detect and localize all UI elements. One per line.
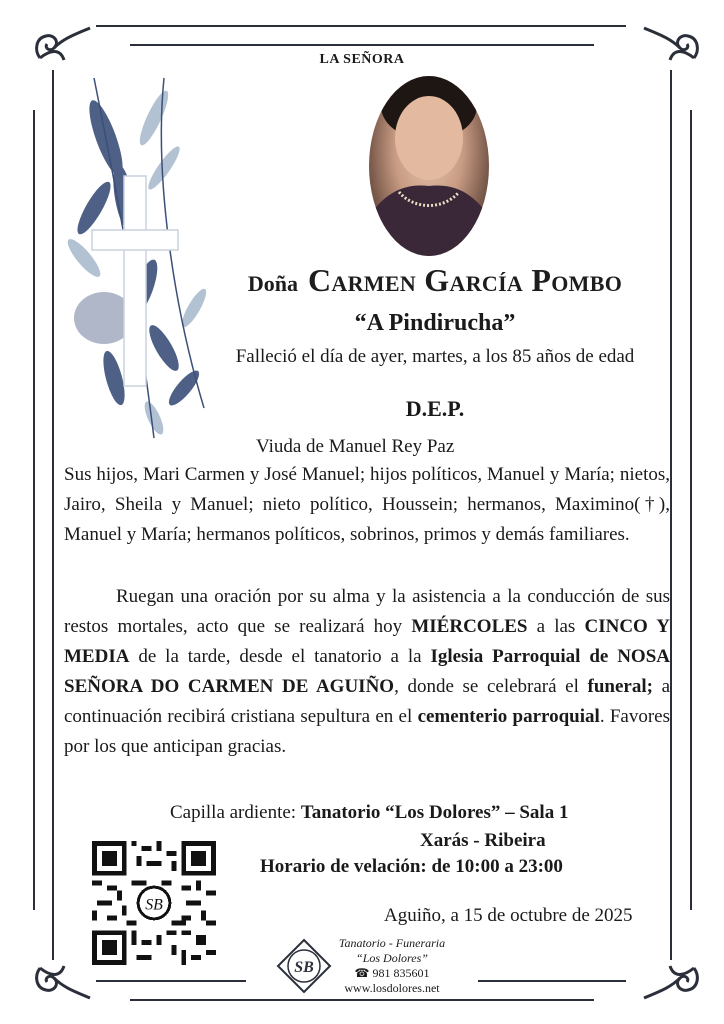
- frame-right-inner: [670, 70, 672, 960]
- dep-label: D.E.P.: [405, 396, 465, 421]
- frame-bottom-left: [96, 980, 246, 982]
- invitation-church: Iglesia Parroquial de NOSA SEÑORA DO CARMEN DE AGUIÑO: [64, 646, 671, 697]
- funeral-home-line2: “Los Dolores”: [356, 951, 428, 965]
- cross-foliage-icon: [54, 58, 224, 448]
- deceased-name: Carmen García Pombo: [308, 262, 623, 298]
- header-label: LA SEÑORA: [319, 52, 405, 67]
- death-notice: Falleció el día de ayer, martes, a los 85 años de edad: [235, 346, 635, 367]
- funeral-home-phone: ☎ 981 835601: [354, 966, 430, 980]
- frame-left-outer: [33, 110, 35, 910]
- chapel-venue: Tanatorio “Los Dolores” – Sala 1: [300, 802, 569, 823]
- funeral-home-info: [322, 936, 462, 996]
- invitation-text-4: , donde se celebrará el: [394, 676, 588, 697]
- invitation-text-3: de la tarde, desde el tanatorio a la: [129, 646, 431, 667]
- qr-code-icon[interactable]: [92, 841, 216, 965]
- invitation-day: MIÉRCOLES: [411, 616, 528, 637]
- invitation-text-2: a las: [527, 616, 585, 637]
- deceased-nickname: “A Pindirucha”: [354, 310, 516, 336]
- funeral-home-line1: Tanatorio - Funeraria: [338, 936, 446, 950]
- invitation-time: CINCO Y MEDIA: [64, 616, 670, 667]
- funeral-home-website[interactable]: www.losdolores.net: [344, 981, 440, 995]
- family-paragraph: Sus hijos, Mari Carmen y José Manuel; hijos políticos, Manuel y María; nietos, Jairo, Sheila y Manuel; nieto político, Houssein; hermanos, Maximino(†), Manuel y María; hermanos políticos, sobrinos, primos y demás familiares.: [64, 464, 670, 545]
- svg-text:SB: SB: [145, 896, 163, 914]
- frame-bottom-right: [478, 980, 626, 982]
- viewing-hours: Horario de velación: de 10:00 a 23:00: [260, 856, 563, 877]
- deceased-name-line: [200, 262, 670, 299]
- portrait-silhouette-icon: [369, 76, 489, 256]
- frame-bottom-line: [130, 999, 594, 1001]
- chapel-label: Capilla ardiente:: [170, 802, 301, 823]
- corner-ornament-bottom-left-icon: [30, 958, 94, 1006]
- honorific: Doña: [247, 271, 298, 296]
- date-line: Aguiño, a 15 de octubre de 2025: [384, 905, 633, 926]
- svg-text:SB: SB: [294, 959, 314, 976]
- widow-line: Viuda de Manuel Rey Paz: [256, 436, 455, 457]
- invitation-paragraph: [64, 582, 670, 762]
- invitation-cemetery: cementerio parroquial: [417, 706, 600, 727]
- chapel-line: [170, 802, 568, 824]
- deceased-photo: [369, 76, 489, 256]
- chapel-place: Xarás - Ribeira: [420, 830, 546, 851]
- frame-top-outer: [96, 25, 626, 27]
- corner-ornament-bottom-right-icon: [640, 958, 704, 1006]
- invitation-funeral: funeral;: [587, 676, 653, 697]
- invitation-text-6: . Favores por los que anticipan gracias.: [64, 706, 671, 757]
- invitation-text-1: Ruegan una oración por su alma y la asistencia a la conducción de sus restos mortales, acto que se realizará hoy: [64, 586, 670, 637]
- frame-top-line: [130, 44, 594, 46]
- frame-right-outer: [690, 110, 692, 910]
- invitation-text-5: a continuación recibirá cristiana sepultura en el: [64, 676, 671, 727]
